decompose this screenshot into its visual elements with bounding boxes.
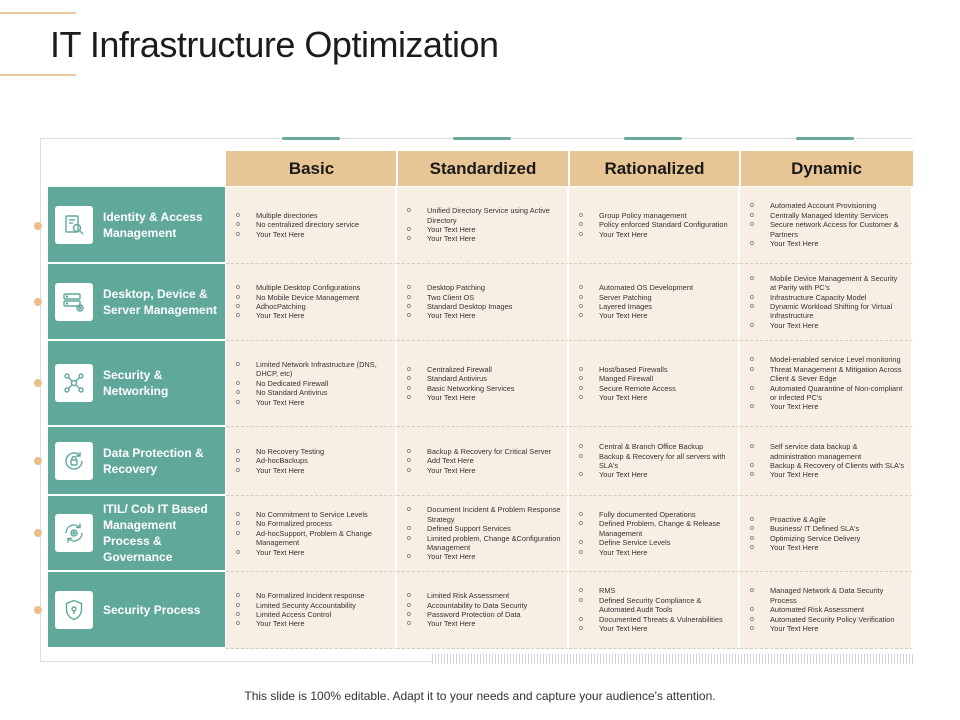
- cell-itil-basic: [226, 496, 397, 572]
- list-item: o Desktop Patching: [407, 283, 561, 292]
- gear-cycle-icon: [62, 521, 86, 545]
- list-item: o Backup & Recovery for Critical Server: [407, 447, 561, 456]
- list-item: o Documented Threats & Vulnerabilities: [579, 615, 732, 624]
- list-item: o Group Policy management: [579, 211, 732, 220]
- list-item: o Defined Support Services: [407, 524, 561, 533]
- row-label-security-process: [48, 572, 225, 649]
- row-marker-dot: [34, 222, 42, 230]
- list-item: o Server Patching: [579, 293, 732, 302]
- list-item: o Your Text Here: [407, 552, 561, 561]
- row-icon-frame: [55, 206, 93, 244]
- list-item: o Your Text Here: [407, 619, 561, 628]
- hatch-decoration: [432, 654, 913, 664]
- list-item: o AdhocPatching: [236, 302, 389, 311]
- row-marker-dot: [34, 529, 42, 537]
- row-label-desktop-device: [48, 264, 225, 341]
- list-item: o Backup & Recovery of Clients with SLA's: [750, 461, 905, 470]
- cell-data-basic: [226, 427, 397, 496]
- list-item: o Centrally Managed Identity Services: [750, 211, 905, 220]
- list-item: o Your Text Here: [236, 619, 389, 628]
- list-item: o Limited Risk Assessment: [407, 591, 561, 600]
- list-item: o Your Text Here: [407, 311, 561, 320]
- list-item: o Proactive & Agile: [750, 515, 905, 524]
- list-item: o Accountability to Data Security: [407, 601, 561, 610]
- list-item: o Automated OS Development: [579, 283, 732, 292]
- decorative-line-top: [0, 12, 76, 14]
- cell-desktop-rationalized: [569, 264, 740, 341]
- list-item: o Automated Security Policy Verification: [750, 615, 905, 624]
- list-item: o Your Text Here: [579, 624, 732, 633]
- list-item: o Limited problem, Change &Configuration Management: [407, 534, 561, 553]
- magnifier-document-icon: [62, 213, 86, 237]
- list-item: o Infrastructure Capacity Model: [750, 293, 905, 302]
- list-item: o Central & Branch Office Backup: [579, 442, 732, 451]
- cell-identity-rationalized: [569, 187, 740, 264]
- lock-refresh-icon: [62, 449, 86, 473]
- cell-desktop-standardized: [397, 264, 569, 341]
- list-item: o No Formalized Incident response: [236, 591, 389, 600]
- list-item: o Layered Images: [579, 302, 732, 311]
- list-item: o Automated Account Provisioning: [750, 201, 905, 210]
- list-item: o Automated Risk Assessment: [750, 605, 905, 614]
- row-icon-frame: [55, 442, 93, 480]
- list-item: o Threat Management & Mitigation Across Client & Sever Edge: [750, 365, 905, 384]
- list-item: o Your Text Here: [236, 548, 389, 557]
- list-item: o Unified Directory Service using Active Directory: [407, 206, 561, 225]
- cell-data-rationalized: [569, 427, 740, 496]
- row-label-text: Desktop, Device & Server Management: [103, 286, 218, 317]
- cell-desktop-dynamic: [740, 264, 913, 341]
- column-tab-mark: [796, 137, 854, 140]
- column-tab-mark: [624, 137, 682, 140]
- row-label-identity-access: [48, 187, 225, 264]
- row-label-text: Data Protection & Recovery: [103, 445, 204, 476]
- list-item: o Multiple Desktop Configurations: [236, 283, 389, 292]
- list-item: o Your Text Here: [579, 311, 732, 320]
- list-item: o Business/ IT Defined SLA's: [750, 524, 905, 533]
- list-item: o Your Text Here: [750, 402, 905, 411]
- list-item: o Host/based Firewalls: [579, 365, 732, 374]
- list-item: o No Standard Antivirus: [236, 388, 389, 397]
- list-item: o Two Client OS: [407, 293, 561, 302]
- cell-itil-standardized: [397, 496, 569, 572]
- cell-data-dynamic: [740, 427, 913, 496]
- column-header-basic: Basic: [226, 151, 397, 186]
- list-item: o Dynamic Workload Shifting for Virtual Infrastructure: [750, 302, 905, 321]
- list-item: o Fully documented Operations: [579, 510, 732, 519]
- list-item: o Your Text Here: [750, 624, 905, 633]
- cell-secproc-standardized: [397, 572, 569, 649]
- table-frame-bottom: [40, 661, 432, 662]
- list-item: o Automated Quarantine of Non-compliant or infected PC's: [750, 384, 905, 403]
- row-label-text: Security & Networking: [103, 368, 169, 398]
- list-item: o Add Text Here: [407, 456, 561, 465]
- list-item: o Limited Network Infrastructure (DNS, DHCP, etc): [236, 360, 389, 379]
- list-item: o Your Text Here: [750, 543, 905, 552]
- list-item: o Your Text Here: [407, 234, 561, 243]
- server-gear-icon: [62, 290, 86, 314]
- list-item: o Mobile Device Management & Security at Parity with PC's: [750, 274, 905, 293]
- column-header-standardized: Standardized: [397, 151, 569, 186]
- cell-secproc-dynamic: [740, 572, 913, 649]
- list-item: o Your Text Here: [750, 470, 905, 479]
- row-marker-dot: [34, 379, 42, 387]
- list-item: o Your Text Here: [236, 466, 389, 475]
- header-separator: [396, 151, 398, 186]
- decorative-line-bottom: [0, 74, 76, 76]
- row-marker-dot: [34, 457, 42, 465]
- list-item: o Limited Access Control: [236, 610, 389, 619]
- list-item: o Multiple directories: [236, 211, 389, 220]
- row-marker-dot: [34, 298, 42, 306]
- row-label-text: Security Process: [103, 602, 201, 617]
- list-item: o Your Text Here: [236, 311, 389, 320]
- list-item: o Managed Network & Data Security Process: [750, 586, 905, 605]
- list-item: o Optimizing Service Delivery: [750, 534, 905, 543]
- cell-data-standardized: [397, 427, 569, 496]
- row-label-text: ITIL/ Cob IT Based Management Process & Governance: [103, 502, 208, 564]
- cell-desktop-basic: [226, 264, 397, 341]
- list-item: o Your Text Here: [407, 466, 561, 475]
- row-label-text: Identity & Access Management: [103, 209, 203, 240]
- cell-identity-standardized: [397, 187, 569, 264]
- row-marker-dot: [34, 606, 42, 614]
- cell-identity-dynamic: [740, 187, 913, 264]
- column-header-dynamic: Dynamic: [740, 151, 913, 186]
- cell-security-standardized: [397, 341, 569, 427]
- footer-note: This slide is 100% editable. Adapt it to your needs and capture your audience's attention.: [244, 689, 716, 703]
- list-item: o No Recovery Testing: [236, 447, 389, 456]
- list-item: o No Mobile Device Management: [236, 293, 389, 302]
- list-item: o Your Text Here: [750, 239, 905, 248]
- list-item: o Password Protection of Data: [407, 610, 561, 619]
- list-item: o No Formalized process: [236, 519, 389, 528]
- list-item: o Your Text Here: [407, 225, 561, 234]
- list-item: o Defined Problem, Change & Release Management: [579, 519, 732, 538]
- column-header-rationalized: Rationalized: [569, 151, 740, 186]
- list-item: o Your Text Here: [750, 321, 905, 330]
- cell-itil-rationalized: [569, 496, 740, 572]
- list-item: o No Dedicated Firewall: [236, 379, 389, 388]
- list-item: o No centralized directory service: [236, 220, 389, 229]
- row-icon-frame: [55, 364, 93, 402]
- row-label-data-protection: [48, 427, 225, 496]
- row-icon-frame: [55, 283, 93, 321]
- list-item: o Policy enforced Standard Configuration: [579, 220, 732, 229]
- page-title: IT Infrastructure Optimization: [50, 24, 499, 65]
- row-icon-frame: [55, 591, 93, 629]
- cell-security-rationalized: [569, 341, 740, 427]
- list-item: o Your Text Here: [579, 230, 732, 239]
- cell-security-basic: [226, 341, 397, 427]
- list-item: o Your Text Here: [407, 393, 561, 402]
- list-item: o Backup & Recovery for all servers with SLA's: [579, 452, 732, 471]
- list-item: o Your Text Here: [579, 393, 732, 402]
- row-label-security-networking: [48, 341, 225, 427]
- cell-secproc-basic: [226, 572, 397, 649]
- list-item: o No Commitment to Service Levels: [236, 510, 389, 519]
- list-item: o Standard Antivirus: [407, 374, 561, 383]
- list-item: o Ad-hocSupport, Problem & Change Management: [236, 529, 389, 548]
- list-item: o RMS: [579, 586, 732, 595]
- cell-secproc-rationalized: [569, 572, 740, 649]
- header-separator: [568, 151, 570, 186]
- column-tab-mark: [282, 137, 340, 140]
- list-item: o Your Text Here: [579, 470, 732, 479]
- list-item: o Basic Networking Services: [407, 384, 561, 393]
- cell-security-dynamic: [740, 341, 913, 427]
- list-item: o Secure network Access for Customer & Partners: [750, 220, 905, 239]
- list-item: o Your Text Here: [236, 230, 389, 239]
- list-item: o Your Text Here: [579, 548, 732, 557]
- list-item: o Ad-hocBackups: [236, 456, 389, 465]
- shield-icon: [62, 598, 86, 622]
- list-item: o Standard Desktop Images: [407, 302, 561, 311]
- list-item: o Secure Remote Access: [579, 384, 732, 393]
- list-item: o Model-enabled service Level monitoring: [750, 355, 905, 364]
- cell-identity-basic: [226, 187, 397, 264]
- row-icon-frame: [55, 514, 93, 552]
- list-item: o Document Incident & Problem Response Strategy: [407, 505, 561, 524]
- list-item: o Centralized Firewall: [407, 365, 561, 374]
- list-item: o Your Text Here: [236, 398, 389, 407]
- column-tab-mark: [453, 137, 511, 140]
- network-nodes-icon: [62, 371, 86, 395]
- list-item: o Limited Security Accountability: [236, 601, 389, 610]
- cell-itil-dynamic: [740, 496, 913, 572]
- list-item: o Manged Firewall: [579, 374, 732, 383]
- list-item: o Self service data backup & administration management: [750, 442, 905, 461]
- header-separator: [739, 151, 741, 186]
- row-label-itil-governance: [48, 496, 225, 572]
- list-item: o Defined Security Compliance & Automated Audit Tools: [579, 596, 732, 615]
- list-item: o Define Service Levels: [579, 538, 732, 547]
